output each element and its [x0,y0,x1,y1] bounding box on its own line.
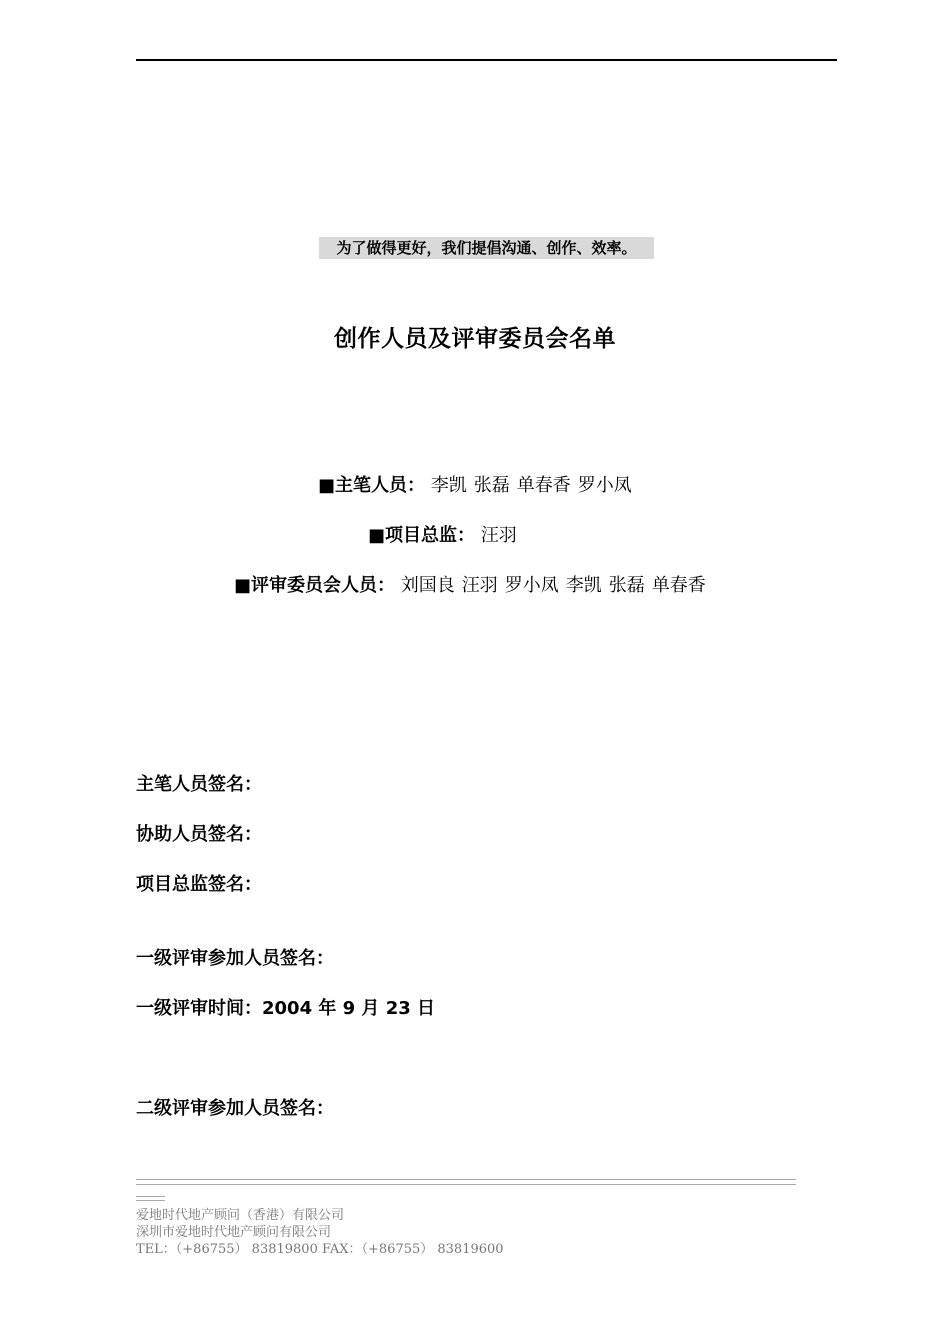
director-row [368,524,517,548]
committee-member: 单春香 [651,575,706,596]
motto-banner: 为了做得更好，我们提倡沟通、创作、效率。 [319,237,654,259]
committee-member: 刘国良 [400,575,455,596]
committee-member: 罗小凤 [504,575,559,596]
committee-member: 汪羽 [461,575,498,596]
footer-contact: TEL：（+86755） 83819800 FAX：（+86755） 83819600 [136,1242,504,1257]
director-label: ■项目总监： [368,525,476,546]
committee-member: 李凯 [565,575,602,596]
footer-mini-rule [136,1200,165,1201]
footer-mini-rule [136,1196,165,1197]
writer-name: 罗小凤 [577,475,632,496]
committee-label: ■评审委员会人员： [234,575,396,596]
page-title: 创作人员及评审委员会名单 [334,326,616,352]
committee-names [401,575,706,596]
committee-member: 张磊 [608,575,645,596]
writers-signature-line: 主笔人员签名： [136,774,262,795]
writer-name: 单春香 [516,475,571,496]
level2-participants-signature-line: 二级评审参加人员签名： [136,1098,334,1119]
footer-rule [136,1179,796,1180]
writer-name: 李凯 [430,475,467,496]
footer-rule [136,1184,796,1185]
writers-label: ■主笔人员： [318,475,426,496]
level1-time-label: 一级评审时间： [136,998,262,1019]
director-signature-line: 项目总监签名： [136,874,262,895]
footer-company-sz: 深圳市爱地时代地产顾问有限公司 [136,1225,332,1240]
header-rule [136,59,837,61]
level1-time-value: 2004 年 9 月 23 日 [262,998,436,1019]
director-name: 汪羽 [480,525,517,546]
level1-review-time [136,997,435,1021]
committee-row [234,574,706,598]
level1-participants-signature-line: 一级评审参加人员签名： [136,948,334,969]
director-names [481,525,517,546]
footer-company-hk: 爱地时代地产顾问（香港）有限公司 [136,1208,345,1223]
writer-name: 张磊 [473,475,510,496]
assistants-signature-line: 协助人员签名： [136,824,262,845]
writers-names [431,475,632,496]
writers-row [318,474,632,498]
